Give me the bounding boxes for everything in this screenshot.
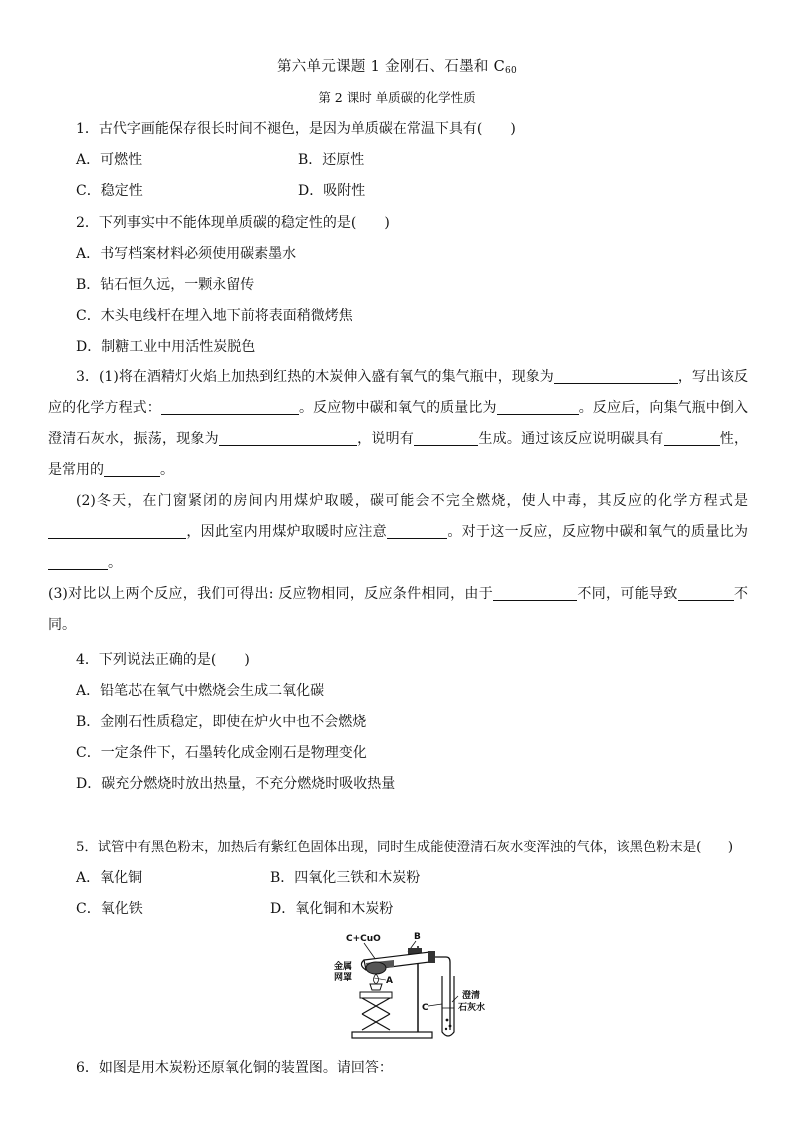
q4-option-b: B．金刚石性质稳定，即使在炉火中也不会燃烧 [76, 714, 367, 730]
answer-blank[interactable] [161, 399, 299, 415]
label-limewater-2: 石灰水 [458, 1003, 486, 1013]
label-net-cover: 网罩 [334, 973, 353, 983]
q1-option-b: B．还原性 [298, 152, 365, 168]
q2-option-d: D．制糖工业中用活性炭脱色 [76, 339, 256, 355]
metal-net-cover [366, 962, 386, 974]
q2-stem: 2．下列事实中不能体现单质碳的稳定性的是( ) [76, 215, 390, 231]
alcohol-lamp [370, 984, 382, 990]
q4-option-c: C．一定条件下，石墨转化成金刚石是物理变化 [76, 745, 367, 761]
leader-line [364, 943, 376, 960]
answer-blank[interactable] [493, 585, 577, 601]
bubble [449, 1025, 452, 1028]
q3-part1: 3．(1)将在酒精灯火焰上加热到红热的木炭伸入盛有氧气的集气瓶中，现象为 ，写出该反应的化学方程式： 。反应物中碳和氧气的质量比为 。反应后，向集气瓶中倒入澄清石灰水，振荡，现象为 ，说明有 生成。通过该反应说明碳具有 性，是常用的 。 [48, 369, 749, 478]
answer-blank[interactable] [48, 554, 108, 570]
stand-base [352, 1032, 432, 1038]
label-c-cuo: C+CuO [346, 934, 381, 944]
answer-blank[interactable] [387, 523, 447, 539]
q3-part2: (2)冬天，在门窗紧闭的房间内用煤炉取暖，碳可能会不完全燃烧，使人中毒，其反应的化学方程式是，因此室内用煤炉取暖时应注意 。对于这一反应，反应物中碳和氧气的质量比为。 [48, 486, 748, 579]
q3-part3: (3)对比以上两个反应，我们可得出: 反应物相同，反应条件相同，由于 不同，可能导致 不同。 [48, 586, 749, 633]
q1-option-a: A．可燃性 [76, 152, 143, 168]
stopper [428, 951, 435, 963]
q1-stem: 1．古代字画能保存很长时间不褪色，是因为单质碳在常温下具有( ) [76, 121, 516, 137]
q5-stem: 5．试管中有黑色粉末，加热后有紫红色固体出现，同时生成能使澄清石灰水变浑浊的气体，该黑色粉末是( ) [76, 840, 734, 855]
q6-stem: 6．如图是用木炭粉还原氧化铜的装置图。请回答： [76, 1060, 393, 1076]
q5-option-d: D．氧化铜和木炭粉 [270, 901, 394, 917]
title-subscript: 60 [504, 66, 518, 76]
label-a: A [386, 976, 393, 986]
receiving-tube [442, 976, 454, 1036]
answer-blank[interactable] [219, 430, 357, 446]
q5-option-a: A．氧化铜 [76, 870, 143, 886]
label-metal: 金属 [334, 962, 353, 972]
answer-blank[interactable] [678, 585, 734, 601]
q5-option-b: B．四氧化三铁和木炭粉 [270, 870, 421, 886]
bubble [445, 1028, 447, 1030]
leader-line [452, 996, 458, 1002]
flame [374, 974, 379, 984]
label-c: C [422, 1003, 429, 1013]
apparatus-diagram [334, 928, 504, 1046]
q2-option-b: B．钻石恒久远，一颗永留传 [76, 277, 255, 293]
q4-option-d: D．碳充分燃烧时放出热量，不充分燃烧时吸收热量 [76, 776, 396, 792]
lab-jack-top [360, 992, 392, 998]
q4-option-a: A．铅笔芯在氧气中燃烧会生成二氧化碳 [76, 683, 325, 699]
q1-option-d: D．吸附性 [298, 183, 366, 199]
q2-option-a: A．书写档案材料必须使用碳素墨水 [76, 246, 297, 262]
bubble [446, 1019, 449, 1022]
q1-option-c: C．稳定性 [76, 183, 143, 199]
answer-blank[interactable] [48, 523, 186, 539]
q2-option-c: C．木头电线杆在埋入地下前将表面稍微烤焦 [76, 308, 353, 324]
page-title: 第六单元课题 1 金刚石、石墨和 $C_{60}$ [276, 59, 518, 76]
q5-option-c: C．氧化铁 [76, 901, 143, 917]
answer-blank[interactable] [497, 399, 579, 415]
label-b: B [414, 932, 421, 942]
answer-blank[interactable] [664, 430, 720, 446]
answer-blank[interactable] [554, 368, 678, 384]
leader-line [428, 1004, 442, 1006]
page-subtitle: 第 2 课时 单质碳的化学性质 [318, 90, 476, 105]
lab-jack [362, 998, 390, 1030]
q4-stem: 4．下列说法正确的是( ) [76, 652, 250, 668]
label-limewater-1: 澄清 [462, 991, 481, 1001]
answer-blank[interactable] [414, 430, 478, 446]
answer-blank[interactable] [104, 461, 160, 477]
